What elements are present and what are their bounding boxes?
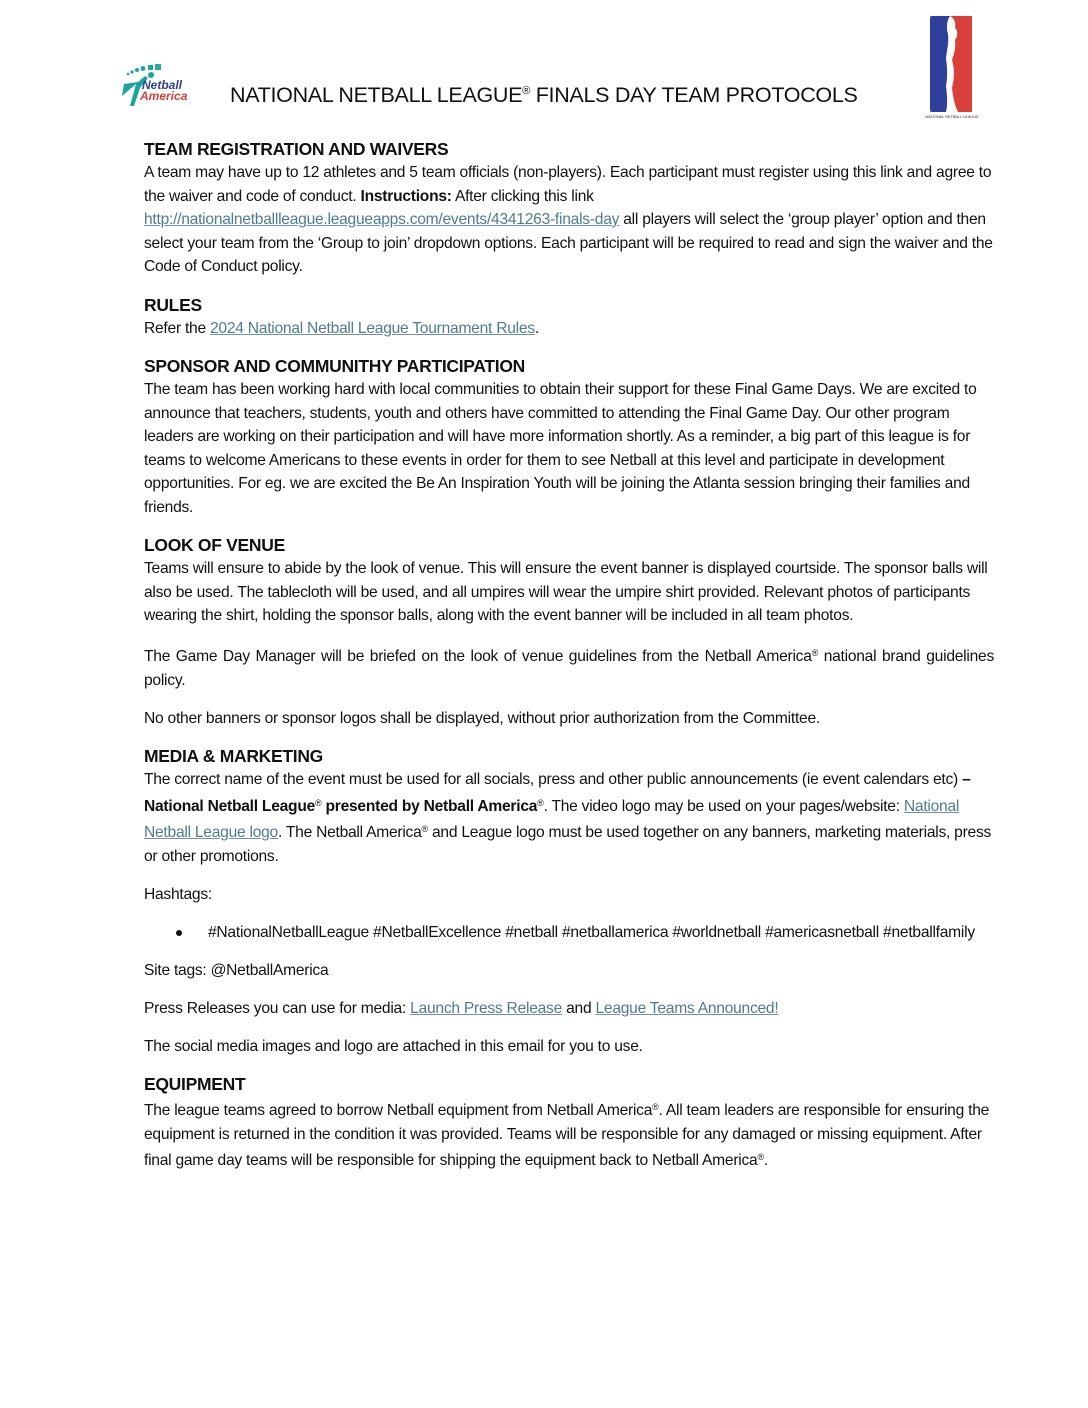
social-media-note: The social media images and logo are attached in this email for you to use. [144,1037,643,1055]
netball-player-icon [118,62,210,110]
event-name-bold: – National Netball League [144,771,971,815]
league-logo-link[interactable]: National Netball League logo [144,797,960,841]
text: . The Netball America [277,824,422,841]
section-heading: RULES [144,294,202,315]
registered-mark: ® [811,648,819,658]
registered-mark: ® [652,1102,659,1112]
media-paragraph [144,768,994,868]
rules-paragraph [144,317,994,341]
text: and [562,999,596,1017]
instructions-label: Instructions: [360,187,452,205]
netball-america-logo [118,62,210,110]
launch-press-release-link[interactable]: Launch Press Release [410,999,563,1017]
league-logo-caption: NATIONAL NETBALL LEAGUE [925,114,979,119]
text: . All team leaders are responsible for ensuring the equipment is returned in the condition it was provided. Teams will be responsible for any damaged or missing equipment. After final game day teams will be responsible for shipping the equipment back to Netball America [144,1102,990,1169]
national-netball-league-logo [922,14,982,122]
section-media-marketing [144,744,994,1058]
registered-mark: ® [315,797,322,808]
section-heading: TEAM REGISTRATION AND WAIVERS [144,139,449,159]
bullet-icon [176,930,182,936]
equipment-paragraph [144,1096,994,1173]
registration-link[interactable]: http://nationalnetballleague.leagueapps.com/events/4341263-finals-day [144,211,620,228]
section-heading: MEDIA & MARKETING [144,746,323,766]
site-tags: Site tags: @NetballAmerica [144,961,329,979]
section-rules [144,293,994,341]
text: . The video logo may be used on your pages/website: [543,797,904,815]
venue-paragraph-2 [144,642,994,692]
section-registration [144,137,994,279]
text: and League logo must be used together on any banners, marketing materials, press or other promotions. [144,824,992,865]
section-heading: LOOK OF VENUE [144,535,285,555]
document-body [144,137,994,1173]
league-silhouette-icon [922,14,982,114]
text: The Game Day Manager will be briefed on the look of venue guidelines from the Netball America [144,648,812,665]
text: The correct name of the event must be used for all socials, press and other public announcements (ie event calendars etc) [144,771,963,788]
press-releases [144,997,994,1021]
text: Press Releases you can use for media: [144,999,411,1017]
page-title [230,83,858,108]
title-text-rest: FINALS DAY TEAM PROTOCOLS [530,83,858,107]
registration-paragraph [144,161,994,279]
section-heading: EQUIPMENT [144,1074,246,1094]
venue-paragraph-3: No other banners or sponsor logos shall be displayed, without prior authorization from the Committee. [144,709,820,727]
section-sponsor [144,354,994,519]
tournament-rules-link[interactable]: 2024 National Netball League Tournament Rules [209,319,535,337]
title-text: NATIONAL NETBALL LEAGUE [230,83,523,107]
text: all players will select the ‘group player’ option and then select your team from the ‘Group to join’ dropdown options. Each participant will be required to read and sign the waiver and the Code of Conduct policy. [144,211,993,275]
registered-mark: ® [421,824,428,834]
text: The league teams agreed to borrow Netball equipment from Netball America [144,1102,653,1119]
hashtags-list [144,921,994,945]
league-teams-announced-link[interactable]: League Teams Announced! [595,999,779,1017]
registered-mark: ® [537,797,544,808]
text: After clicking this link [451,187,594,205]
event-name-bold: presented by Netball America [321,797,538,815]
text: . [763,1152,768,1169]
registered-mark: ® [757,1152,764,1162]
hashtags-label: Hashtags: [144,885,212,903]
venue-paragraph-1: Teams will ensure to abide by the look of venue. This will ensure the event banner is displayed courtside. The sponsor balls will also be used. The tablecloth will be used, and all umpires will wear the umpire shirt provided. Relevant photos of participants wearing the shirt, holding the sponsor balls, along with the event banner will be included in all team photos. [144,560,988,624]
logo-text-america: America [140,89,188,103]
registered-mark: ® [522,85,531,97]
section-equipment [144,1072,994,1173]
text: . [534,319,539,337]
text: A team may have up to 12 athletes and 5 team officials (non-players). Each participant must register using this link and agree to the waiver and code of conduct. [144,164,992,205]
text: Refer the [144,319,210,337]
section-look-of-venue [144,533,994,730]
list-item [144,921,994,945]
hashtags-text: #NationalNetballLeague #NetballExcellence #netball #netballamerica #worldnetball #americasnetball #netballfamily [208,923,975,941]
section-heading: SPONSOR AND COMMUNITHY PARTICIPATION [144,356,526,376]
text: national brand guidelines policy. [144,648,994,689]
logo-text-netball: Netball [142,78,183,92]
sponsor-paragraph: The team has been working hard with local communities to obtain their support for these Final Game Days. We are excited to announce that teachers, students, youth and others have committed to attending the Final Game Day. Our other program leaders are working on their participation and will have more information shortly. As a reminder, a big part of this league is for teams to welcome Americans to these events in order for them to see Netball at this level and participate in development opportunities. For eg. we are excited the Be An Inspiration Youth will be joining the Atlanta session bringing their families and friends. [144,381,977,516]
